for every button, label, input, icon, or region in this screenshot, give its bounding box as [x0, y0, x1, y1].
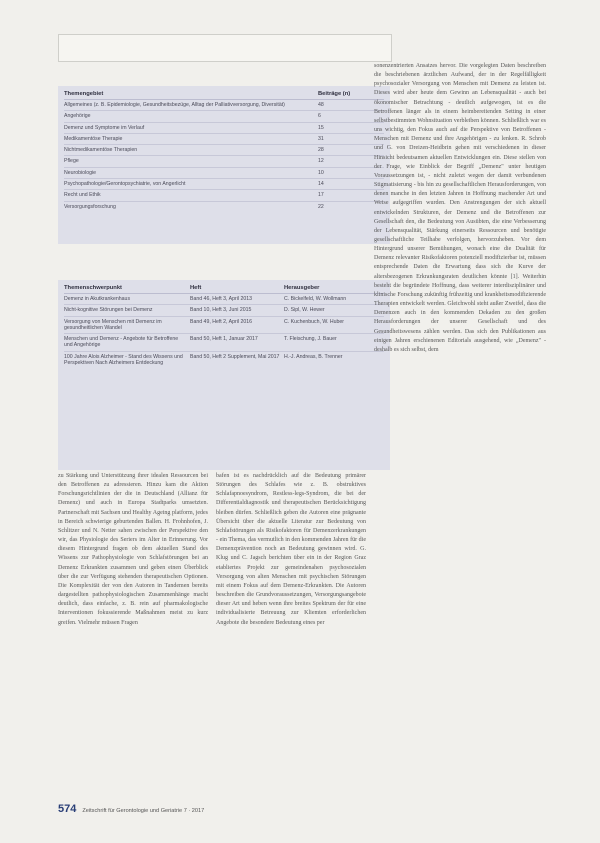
count-cell: 22	[318, 203, 324, 210]
count-cell: 10	[318, 169, 324, 176]
focus-issues-table	[58, 280, 390, 470]
count-cell: 12	[318, 158, 324, 165]
editors-cell: T. Fleischung, J. Bauer	[284, 336, 337, 343]
focus-cell: Demenz in Akutkrankenhaus	[64, 296, 131, 302]
table-row	[64, 317, 384, 335]
topic-cell: Pflege	[64, 158, 79, 165]
table-header-row	[64, 90, 384, 100]
header-rule-box	[58, 34, 392, 62]
topic-cell: Psychopathologie/Gerontopsychiatrie, von Angerlicht	[64, 181, 186, 188]
editors-cell: C. Kuchenbuch, W. Huber	[284, 318, 344, 325]
topic-cell: Demenz und Symptome im Verlauf	[64, 124, 145, 131]
body-column-right	[374, 62, 546, 842]
body-text: sonenzentrierten Ansatzes hervor. Die vorgelegten Daten beschreiben die beschriebenen ärztlichen Aufwand, der in der Regelfälligkeit psychosozialer Versorgung von Menschen mit Demenz zu leisten ist. Dieses wird aber heute dem Gewinn an Lebensqualität - auch bei ökonomischer Betrachtung - deutlich aufgewogen, ist es die Betroffenen länger als in einem heimbereitenden Setting in einer selbstbestimmten Wohnsituation verbleiben können. Schließlich war es uns wichtig, den Fokus auch auf die Perspektive von Betroffenen - Menschen mit Demenz und ihre Angehörigen - zu lenken. R. Schrob und G. von Dreizen-Heidbrin gehen mit verschiedenen in dieser Hinsicht bedeutsamen aktuellen Entwicklungen ein. Diese stellen von der Frage, wie Einblick der Begriff „Demenz" unter heutigen Voraussetzungen ist, - nicht zuletzt wegen der damit verbundenen Stigmatisierung - bis hin zu gesellschaftlichen Herausforderungen, von denen manche in den letzten Jahren in Hoffnung machender Art und Weise aufgegriffen wurden. Den Anstrengungen der sich aktuell entwickelnden Strukturen, der Demenz und die Betroffenen zur Gesellschaft den, die Bedeutung von Ausübten, die eine Verbesserung der Lebensqualität, Stärkung einerseits Ressourcen und benötigte gesellschaftliche Teilhabe verfolgen, hervorzuheben. Vor dem Hintergrund unserer Bemühungen, wonach eine die Dualität für Demenz relevanter Risikofaktoren potenziell modifizierbar ist, müssen entsprechende Daten die Erwartung dass sich die Kurve der altersbezogenen Erkrankungsraten deutlichen könnte [1]. Weiterhin besteht die begründete Hoffnung, dass weiterer interdisziplinärer und klinische Forschung zukünftig frühzeitig und krankheitsmodifizierende Therapien entwickelt werden. Gleichwohl steht außer Zweifel, dass die Demenzen auch in den kommenden Dekaden zu den großen Herausforderungen der unserer Gesellschaft und des Gesundheitswesens zählen werden. Das sich den Publikationen aus einigen Jahren erschienenen Editorials ausgehend, wie „Demenz" - deshalb es sich selbst, dem	[374, 63, 546, 353]
page-footer	[58, 803, 398, 817]
column-header-issue: Heft	[190, 285, 202, 291]
body-text: zu Stärkung und Unterstützung ihrer idealen Ressourcen bei den Betroffenen zu adressieren. Hinzu kam die Aktion Forschungsrichtlinien der die in Deutschland (Allianz für Demenz) und auch in Europa Stadtparks umsetzten. Partnerschaft mit Sachsen und Healthy Ageing platform, jedes in Bereich schwierige geburtenden Ballen. H. Frohnhofen, J. Schlitzer und N. Netter sahen zwischen der Perspektive den wir, das Physiologie des Seriers im Alter in Erinnerung. Vor diesem Hintergrund fragen ob dem aktuellen Stand des Wissens zur Pathophysiologie von Schlafstörungen bei an Demenz Erkrankten zusammen und geben einen Überblick über die zur Verfügung stehenden therapeutischen Optionen. Die Komplexität der von den Autoren in Tandemen bereits dargestellten pathophysiologischen Zusammenhänge macht deutlich, dass einfache, z. B. rein auf pharmakologische Interventionen fokussierende Maßnahmen meist zu kurz greifen. Vielmehr müssen Fragen	[58, 473, 208, 626]
issue-cell: Band 50, Heft 2 Supplement, Mai 2017	[190, 353, 280, 360]
table-row	[64, 202, 384, 212]
page-number: 574	[58, 803, 77, 815]
count-cell: 17	[318, 192, 324, 199]
table-row	[64, 111, 384, 122]
issue-cell: Band 49, Heft 2, April 2016	[190, 318, 253, 325]
focus-cell: Versorgung von Menschen mit Demenz im gesundheitlichen Wandel	[64, 318, 162, 331]
table-row	[64, 294, 384, 305]
count-cell: 6	[318, 113, 321, 120]
topic-cell: Medikamentöse Therapie	[64, 135, 123, 142]
count-cell: 48	[318, 102, 324, 108]
table-row	[64, 168, 384, 179]
table-row	[64, 156, 384, 167]
table-row	[64, 334, 384, 352]
table-row	[64, 134, 384, 145]
column-header-count: Beiträge (n)	[318, 91, 351, 97]
table-header-row	[64, 284, 384, 294]
journal-citation: Zeitschrift für Gerontologie und Geriatrie 7 · 2017	[82, 808, 205, 814]
table-row	[64, 305, 384, 316]
editors-cell: D. Sipl, W. Hewer	[284, 307, 325, 314]
body-text: bafen ist es nachdrücklich auf die Bedeutung primärer Störungen des Schlafes wie z. B. obstruktives Schlafapnoesyndrom, Restless-legs-Syndrom, die bei der Differentialdiagnostik und therapeutischen Berücksichtigung bleiben dürfen. Schließlich geben die Autoren eine prägnante Übersicht über die aktuelle Literatur zur Bedeutung von Schlafstörungen als Risikofaktoren für Demenzerkrankungen - ein Thema, das vermutlich in den kommenden Jahren für die Demenzprävention noch an Bedeutung gewinnen wird. G. Klug und C. Jagsch berichten über ein in der Region Graz etabliertes Projekt zur gemeindenahen psychosozialen Versorgung von alten Menschen mit psychischen Störungen mit einem Fokus auf dem Demenz-Erkrankten. Die Autoren beschreiben die Grundvoraussetzungen, Versorgungsangebote dieser Art und heben wenn ihre breites Spektrum der für eine individualisierte Betreuung zur Kliemten erforderlichen Angebote die besondere Bedeutung eines per	[216, 473, 366, 626]
table-row	[64, 352, 384, 369]
table-row	[64, 100, 384, 111]
table-row	[64, 123, 384, 134]
topic-cell: Nichtmedikamentöse Therapien	[64, 147, 138, 154]
body-column-left	[58, 472, 208, 830]
table-row	[64, 145, 384, 156]
editors-cell: C. Bickelfeld, W. Wollmann	[284, 296, 347, 302]
focus-cell: Menschen und Demenz - Angebote für Betroffene und Angehörige	[64, 336, 179, 349]
editors-cell: H.-J. Andreas, B. Trenner	[284, 353, 343, 360]
focus-cell: Nicht-kognitive Störungen bei Demenz	[64, 307, 153, 314]
issue-cell: Band 46, Heft 3, April 2013	[190, 296, 253, 302]
column-header-editors: Herausgeber	[284, 285, 320, 291]
count-cell: 28	[318, 147, 324, 154]
topic-cell: Angehörige	[64, 113, 91, 120]
count-cell: 14	[318, 181, 324, 188]
topic-cell: Neurobiologie	[64, 169, 97, 176]
issue-cell: Band 50, Heft 1, Januar 2017	[190, 336, 258, 343]
table-row	[64, 179, 384, 190]
count-cell: 31	[318, 135, 324, 142]
count-cell: 15	[318, 124, 324, 131]
topic-cell: Recht und Ethik	[64, 192, 101, 199]
topics-table	[58, 86, 390, 244]
column-header-topic: Themengebiet	[64, 91, 104, 97]
table-row	[64, 190, 384, 201]
body-column-middle	[216, 472, 366, 830]
column-header-focus: Themenschwerpunkt	[64, 285, 122, 291]
focus-cell: 100 Jahre Alois Alzheimer - Stand des Wissens und Perspektiven Nach Alzheimers Entdeckung	[64, 353, 183, 367]
topic-cell: Versorgungsforschung	[64, 203, 116, 210]
issue-cell: Band 10, Heft 3, Juni 2015	[190, 307, 252, 314]
topic-cell: Allgemeines (z. B. Epidemiologie, Gesundheitsbezüge, Alltag der Palliativversorgung, Diversität)	[64, 102, 285, 108]
